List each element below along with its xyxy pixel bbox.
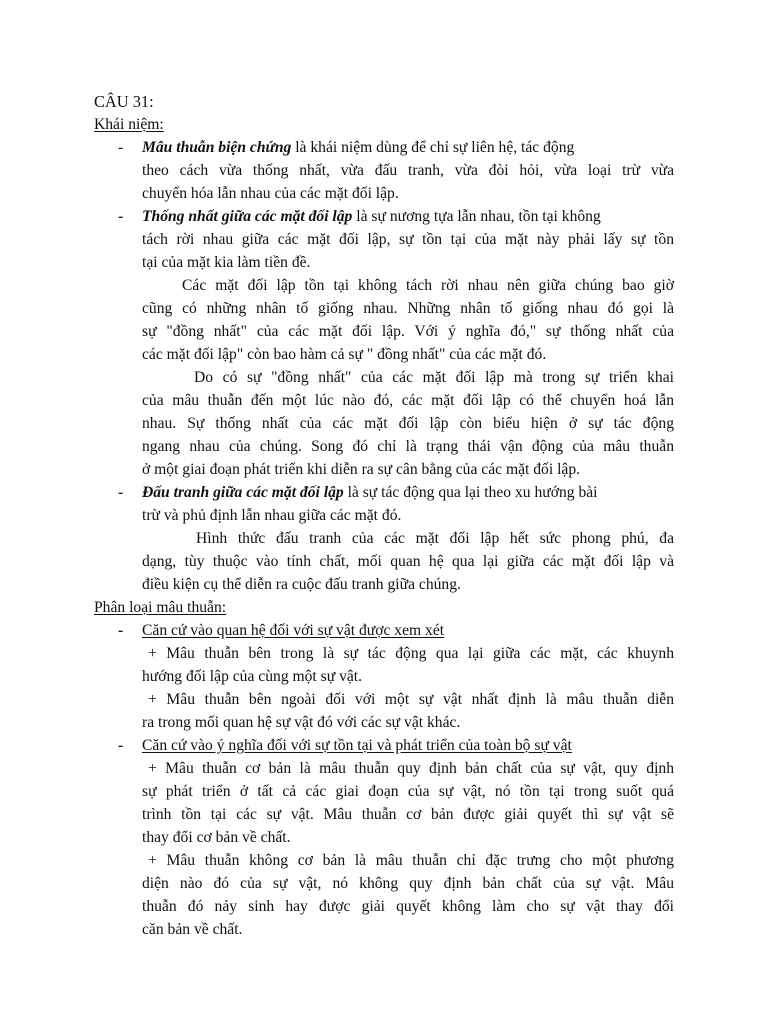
paragraph-chuyen-hoa-line-5: ở một giai đoạn phát triển khi diễn ra sự cân bằng của các mặt đối lập. — [142, 461, 581, 478]
paragraph-chuyen-hoa-line-2: của mâu thuẫn đến một lúc nào đó, các mặt đối lập có thể chuyển hoá lẫn — [142, 392, 674, 409]
paragraph-dong-nhat-line-1: Các mặt đối lập tồn tại không tách rời nhau nên giữa chúng bao giờ — [182, 277, 674, 294]
bullet-dash: - — [118, 737, 124, 754]
definition-mau-thuan-line-2: theo cách vừa thống nhất, vừa đấu tranh, vừa đòi hỏi, vừa loại trừ vừa — [142, 162, 674, 179]
item-mau-thuan-khong-co-ban-line-2: diện nào đó của sự vật, nó không quy định bản chất của sự vật. Mâu — [142, 875, 674, 892]
item-mau-thuan-khong-co-ban-line-1: + Mâu thuẫn không cơ bản là mâu thuẫn chỉ đặc trưng cho một phương — [148, 852, 674, 869]
bullet-dash: - — [118, 208, 124, 225]
paragraph-hinh-thuc-line-2: dạng, tùy thuộc vào tính chất, mối quan hệ qua lại giữa các mặt đối lập và — [142, 553, 674, 570]
item-mau-thuan-co-ban-line-2: sự phát triển ở tất cả các giai đoạn của sự vật, nó tồn tại trong suốt quá — [142, 783, 674, 800]
paragraph-dong-nhat-line-2: cũng có những nhân tố giống nhau. Những nhân tố giống nhau đó gọi là — [142, 300, 674, 317]
item-mau-thuan-ben-ngoai-line-1: + Mâu thuẫn bên ngoài đối với một sự vật nhất định là mâu thuẫn diễn — [148, 691, 674, 708]
definition-thong-nhat-line-2: tách rời nhau giữa các mặt đối lập, sự tồn tại của mặt này phải lấy sự tồn — [142, 231, 674, 248]
bullet-dash: - — [118, 622, 124, 639]
definition-dau-tranh-line-2: trừ và phủ định lẫn nhau giữa các mặt đó. — [142, 507, 402, 524]
definition-dau-tranh-line-1: Đấu tranh giữa các mặt đối lập là sự tác động qua lại theo xu hướng bài — [142, 484, 598, 501]
term-dau-tranh: Đấu tranh giữa các mặt đối lập — [142, 484, 344, 501]
item-mau-thuan-ben-trong-line-1: + Mâu thuẫn bên trong là sự tác động qua lại giữa các mặt, các khuynh — [148, 645, 674, 662]
item-mau-thuan-co-ban-line-1: + Mâu thuẫn cơ bản là mâu thuẫn quy định bản chất của sự vật, quy định — [148, 760, 674, 777]
item-mau-thuan-khong-co-ban-line-3: thuẫn đó nảy sinh hay được giải quyết không làm cho sự vật thay đổi — [142, 898, 674, 915]
paragraph-hinh-thuc-line-3: điều kiện cụ thể diễn ra cuộc đấu tranh giữa chúng. — [142, 576, 461, 593]
section-heading-khai-niem: Khái niệm: — [94, 116, 164, 133]
item-mau-thuan-co-ban-line-3: trình tồn tại các sự vật. Mâu thuẫn cơ bản được giải quyết thì sự vật sẽ — [142, 806, 674, 823]
bullet-dash: - — [118, 484, 124, 501]
term-thong-nhat: Thống nhất giữa các mặt đối lập — [142, 208, 353, 225]
paragraph-dong-nhat-line-4: các mặt đối lập" còn bao hàm cả sự " đồng nhất" của các mặt đó. — [142, 346, 547, 363]
paragraph-chuyen-hoa-line-1: Do có sự "đồng nhất" của các mặt đối lập mà trong sự triển khai — [194, 369, 674, 386]
item-mau-thuan-ben-trong-line-2: hướng đối lập của cùng một sự vật. — [142, 668, 363, 685]
term-mau-thuan-bien-chung: Mâu thuẫn biện chứng — [142, 139, 292, 156]
definition-thong-nhat-line-1: Thống nhất giữa các mặt đối lập là sự nương tựa lẫn nhau, tồn tại không — [142, 208, 601, 225]
definition-mau-thuan-line-3: chuyển hóa lẫn nhau của các mặt đối lập. — [142, 185, 399, 202]
criterion-heading-1: Căn cứ vào quan hệ đối với sự vật được xem xét — [142, 622, 445, 639]
paragraph-chuyen-hoa-line-4: ngang nhau của chúng. Song đó chỉ là trạng thái vận động của mâu thuẫn — [142, 438, 674, 455]
item-mau-thuan-khong-co-ban-line-4: căn bản về chất. — [142, 921, 243, 938]
criterion-heading-2: Căn cứ vào ý nghĩa đối với sự tồn tại và phát triển của toàn bộ sự vật — [142, 737, 572, 754]
bullet-dash: - — [118, 139, 124, 156]
paragraph-chuyen-hoa-line-3: nhau. Sự thống nhất của các mặt đối lập còn biểu hiện ở sự tác động — [142, 415, 674, 432]
paragraph-hinh-thuc-line-1: Hình thức đấu tranh của các mặt đối lập hết sức phong phú, đa — [196, 530, 674, 547]
question-title: CÂU 31: — [94, 92, 154, 111]
definition-mau-thuan-line-1: Mâu thuẫn biện chứng là khái niệm dùng để chỉ sự liên hệ, tác động — [142, 139, 575, 156]
item-mau-thuan-co-ban-line-4: thay đổi cơ bản về chất. — [142, 829, 291, 846]
section-heading-phan-loai: Phân loại mâu thuẫn: — [94, 599, 227, 616]
item-mau-thuan-ben-ngoai-line-2: ra trong mối quan hệ sự vật đó với các sự vật khác. — [142, 714, 461, 731]
definition-thong-nhat-line-3: tại của mặt kia làm tiền đề. — [142, 254, 311, 271]
paragraph-dong-nhat-line-3: sự "đồng nhất" của các mặt đối lập. Với ý nghĩa đó," sự thống nhất của — [142, 323, 674, 340]
